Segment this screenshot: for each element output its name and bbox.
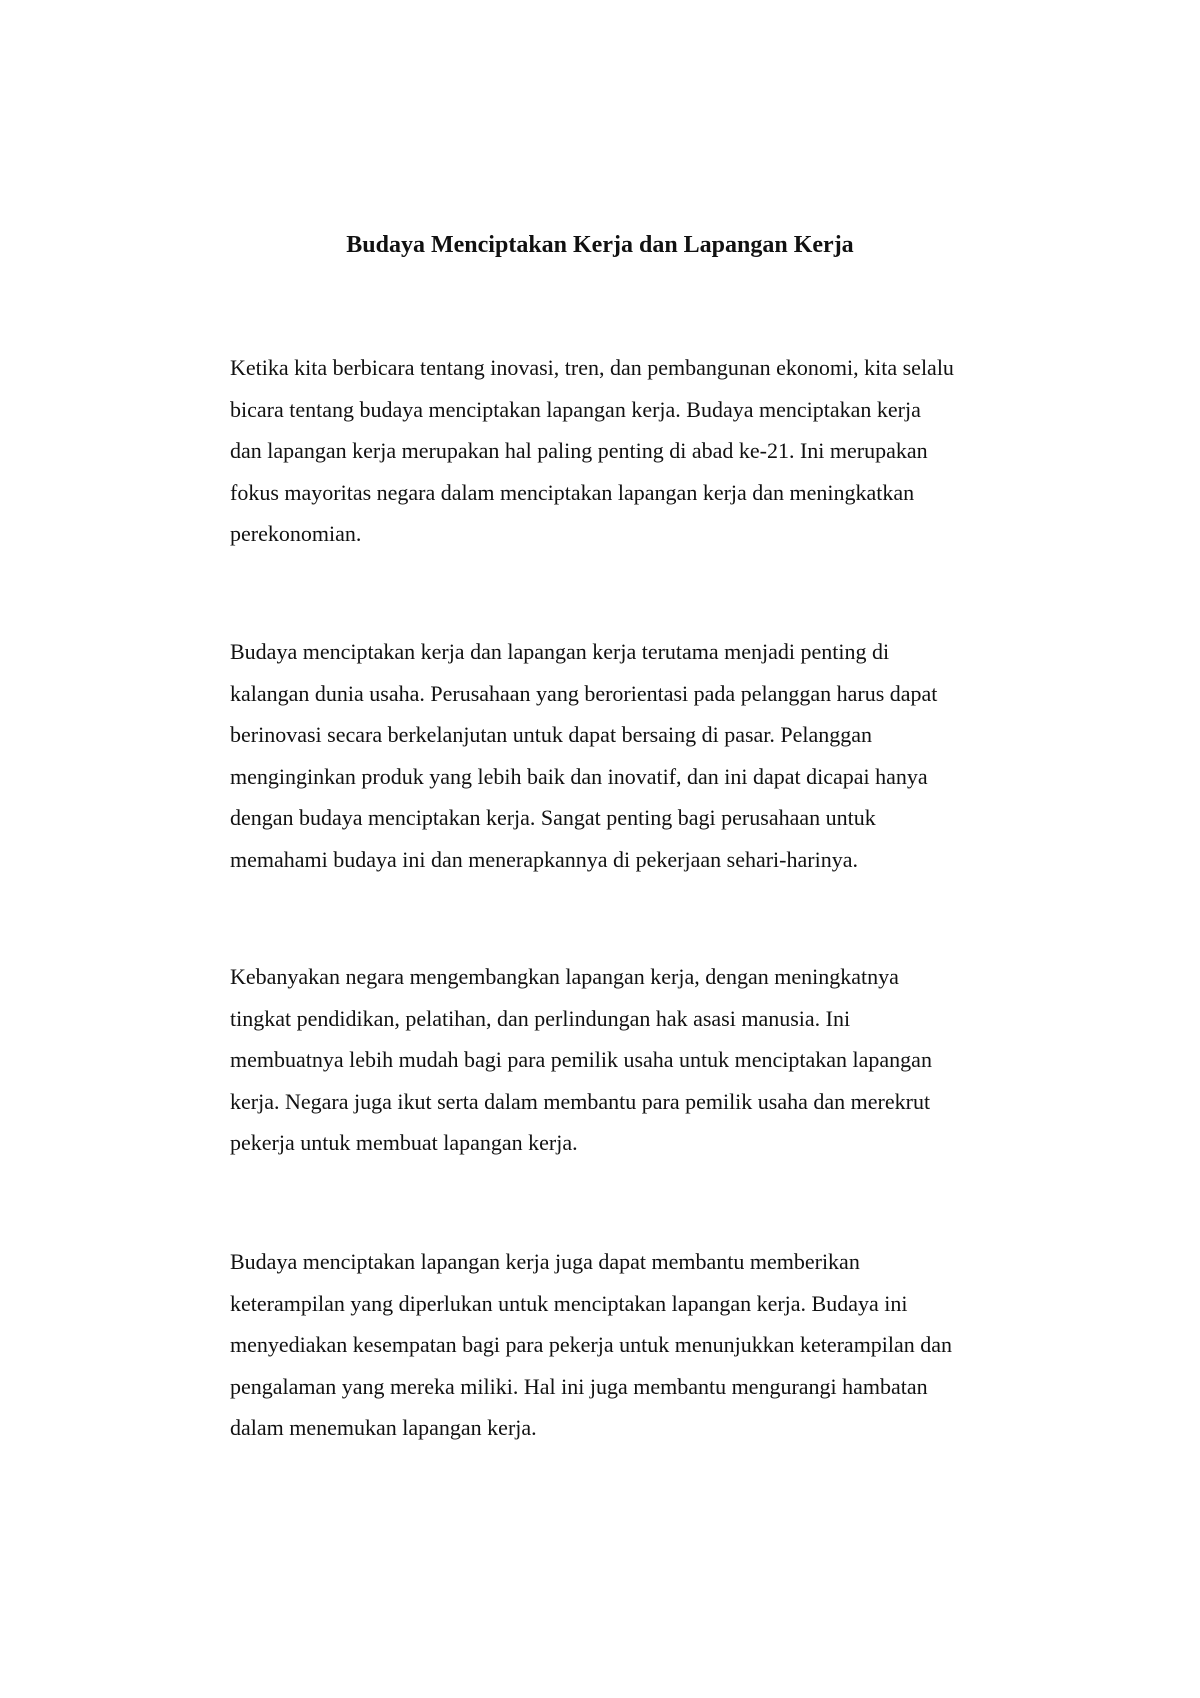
paragraph-line: pengalaman yang mereka miliki. Hal ini juga membantu mengurangi hambatan <box>230 1373 928 1399</box>
paragraph-4 <box>230 1241 1040 1449</box>
paragraph-line: perekonomian. <box>230 521 362 546</box>
paragraph-line: dalam menemukan lapangan kerja. <box>230 1415 537 1440</box>
paragraph-line: Kebanyakan negara mengembangkan lapangan kerja, dengan meningkatnya <box>230 964 899 989</box>
paragraph-line: menyediakan kesempatan bagi para pekerja untuk menunjukkan keterampilan dan <box>230 1332 953 1357</box>
paragraph-line: Ketika kita berbicara tentang inovasi, tren, dan pembangunan ekonomi, kita selalu <box>230 355 954 380</box>
paragraph-line: bicara tentang budaya menciptakan lapangan kerja. Budaya menciptakan kerja <box>230 396 921 422</box>
paragraph-line: kalangan dunia usaha. Perusahaan yang berorientasi pada pelanggan harus dapat <box>230 680 938 706</box>
paragraph-2 <box>230 631 1040 880</box>
paragraph-line: berinovasi secara berkelanjutan untuk dapat bersaing di pasar. Pelanggan <box>230 722 873 747</box>
paragraph-line: keterampilan yang diperlukan untuk menciptakan lapangan kerja. Budaya ini <box>230 1290 908 1316</box>
paragraph-line: Budaya menciptakan kerja dan lapangan kerja terutama menjadi penting di <box>230 639 890 664</box>
paragraph-1 <box>230 347 1040 555</box>
paragraph-line: dan lapangan kerja merupakan hal paling penting di abad ke-21. Ini merupakan <box>230 438 928 463</box>
paragraph-line: membuatnya lebih mudah bagi para pemilik usaha untuk menciptakan lapangan <box>230 1047 932 1072</box>
paragraph-3 <box>230 956 1040 1164</box>
paragraph-line: pekerja untuk membuat lapangan kerja. <box>230 1130 578 1155</box>
paragraph-line: tingkat pendidikan, pelatihan, dan perlindungan hak asasi manusia. Ini <box>230 1005 851 1031</box>
paragraph-line: fokus mayoritas negara dalam menciptakan lapangan kerja dan meningkatkan <box>230 479 915 505</box>
paragraph-line: dengan budaya menciptakan kerja. Sangat penting bagi perusahaan untuk <box>230 805 876 830</box>
paragraph-line: Budaya menciptakan lapangan kerja juga dapat membantu memberikan <box>230 1249 860 1274</box>
paragraph-line: menginginkan produk yang lebih baik dan inovatif, dan ini dapat dicapai hanya <box>230 763 928 789</box>
paragraph-line: kerja. Negara juga ikut serta dalam membantu para pemilik usaha dan merekrut <box>230 1088 931 1114</box>
paragraph-line: memahami budaya ini dan menerapkannya di pekerjaan sehari-harinya. <box>230 846 858 872</box>
document-title: Budaya Menciptakan Kerja dan Lapangan Kerja <box>346 232 854 258</box>
